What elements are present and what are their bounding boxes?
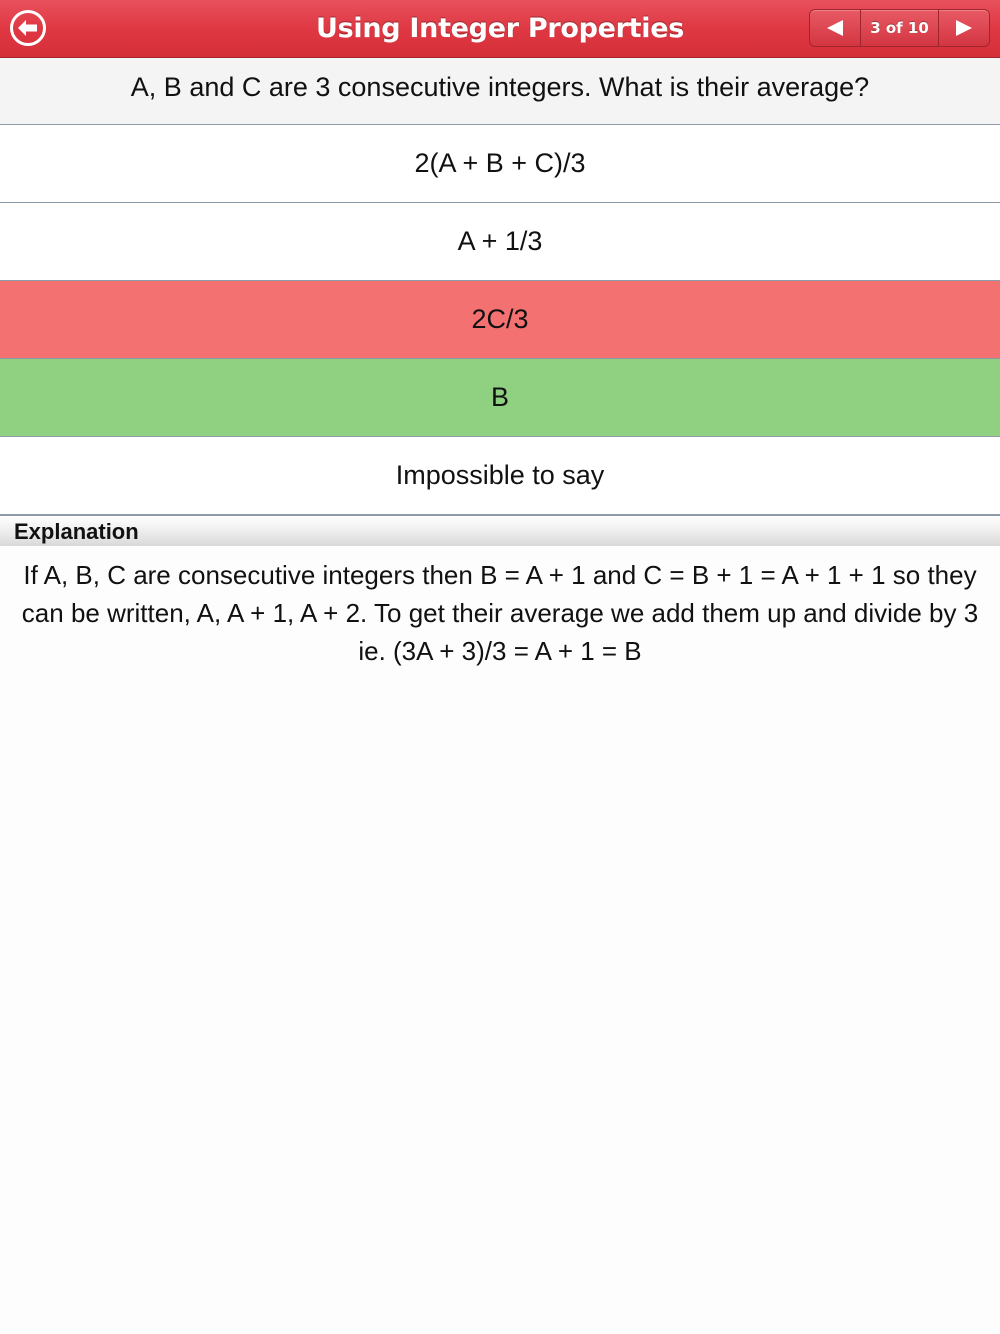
triangle-left-icon	[826, 19, 844, 37]
answer-option-5[interactable]: Impossible to say	[0, 437, 1000, 515]
explanation-text: If A, B, C are consecutive integers then B = A + 1 and C = B + 1 = A + 1 + 1 so they can be written, A, A + 1, A + 2. To get their average we add them up and divide by 3 ie. (3A + 3)/3 = A + 1 = B	[21, 560, 979, 666]
back-button[interactable]	[10, 10, 46, 46]
explanation-heading: Explanation	[0, 515, 1000, 546]
answer-option-2[interactable]: A + 1/3	[0, 203, 1000, 281]
triangle-right-icon	[955, 19, 973, 37]
answer-option-4-correct[interactable]: B	[0, 359, 1000, 437]
previous-question-button[interactable]	[810, 10, 861, 46]
header-bar	[0, 0, 1000, 58]
page-title: Using Integer Properties	[316, 13, 684, 44]
back-arrow-icon	[17, 19, 39, 37]
answer-option-1[interactable]: 2(A + B + C)/3	[0, 125, 1000, 203]
answer-option-3-wrong[interactable]: 2C/3	[0, 281, 1000, 359]
next-question-button[interactable]	[938, 10, 989, 46]
question-counter: 3 of 10	[870, 19, 929, 37]
question-text: A, B and C are 3 consecutive integers. What is their average?	[0, 58, 1000, 125]
question-pager	[809, 9, 990, 47]
